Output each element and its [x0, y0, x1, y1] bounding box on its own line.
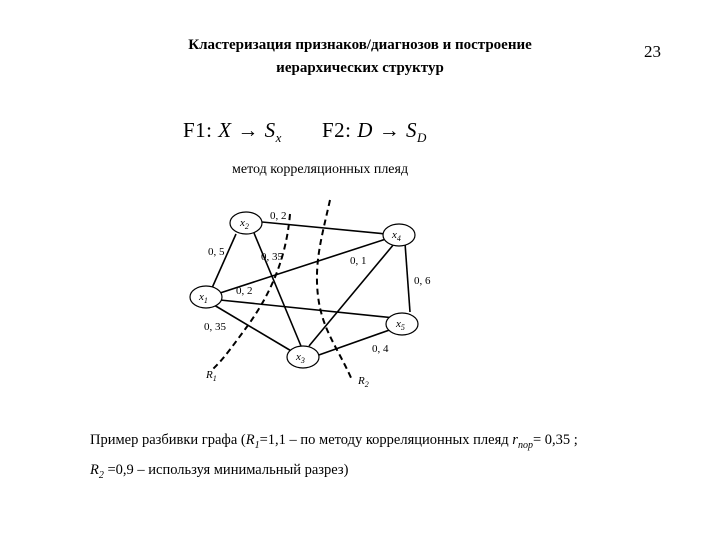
caption-r-label: r [512, 432, 518, 448]
formula-f2-target: S [405, 118, 417, 142]
formula-f1-target: S [264, 118, 276, 142]
caption-line2-suffix: =0,9 – используя минимальный разрез) [103, 462, 349, 478]
node-x5-label: x [396, 318, 401, 330]
edge-x2-x3 [254, 233, 301, 346]
node-x3-sub: 3 [300, 356, 305, 365]
edge-label-x4-x5: 0, 6 [414, 275, 431, 287]
formula-f2-arrow: → [378, 118, 401, 142]
edge-x2-x1 [212, 234, 236, 288]
caption-suffix: = 0,35 ; [532, 432, 578, 448]
formula-f2-name: F2: [322, 118, 352, 142]
caption-r2-label: R [90, 462, 99, 478]
node-x4-label: x [392, 229, 397, 241]
edge-label-x5-x3: 0, 4 [372, 343, 389, 355]
formula-f2-subscript: D [416, 130, 427, 146]
title-line-2: иерархических структур [276, 60, 444, 76]
node-x1-sub: 1 [203, 296, 208, 305]
node-x3 [287, 346, 319, 368]
edge-label-x4-x3: 0, 1 [350, 255, 367, 267]
page-number: 23 [644, 42, 661, 61]
formula-f1-subscript: x [275, 130, 282, 146]
caption-line-1 [90, 432, 578, 451]
node-x5 [386, 313, 418, 335]
edge-label-x2-x1: 0, 5 [208, 246, 225, 258]
node-x3-label: x [296, 351, 301, 363]
cut-r2-label: $R_2$ [358, 375, 369, 389]
method-label: метод корреляционных плеяд [232, 162, 409, 177]
node-x1-label: x [199, 291, 204, 303]
edge-label-x2-x4: 0, 2 [270, 210, 287, 222]
formula-f2-domain: D [357, 118, 373, 142]
node-x1 [190, 286, 222, 308]
edge-label-x1-x4: 0, 2 [236, 285, 253, 297]
edge-label-x1-x3: 0, 35 [204, 321, 226, 333]
node-x2-label: x [240, 217, 245, 229]
formula-f1-domain: X [218, 118, 232, 142]
caption-line-2 [90, 462, 348, 481]
node-x4-sub: 4 [396, 234, 401, 243]
node-x2-sub: 2 [244, 222, 249, 231]
edge-x4-x5 [405, 243, 410, 312]
caption-middle: =1,1 – по методу корреляционных плеяд [259, 432, 513, 448]
caption-prefix: Пример разбивки графа ( [90, 432, 246, 448]
formula-f1-name: F1: [183, 118, 213, 142]
node-x2 [230, 212, 262, 234]
title-line-1: Кластеризация признаков/диагнозов и построение [188, 37, 532, 53]
formula-f1-arrow: → [237, 118, 259, 142]
cut-r1-label: $R_1$ [206, 369, 217, 383]
edge-label-x2-x3: 0, 35 [261, 251, 283, 263]
caption-r2-sub: 2 [98, 469, 104, 481]
caption-r-sub: пор [517, 439, 533, 451]
node-x5-sub: 5 [400, 323, 405, 332]
caption-r1-sub: 1 [254, 439, 260, 451]
node-x4 [383, 224, 415, 246]
caption-r1-label: R [245, 432, 255, 448]
edge-x1-x5 [220, 300, 395, 318]
